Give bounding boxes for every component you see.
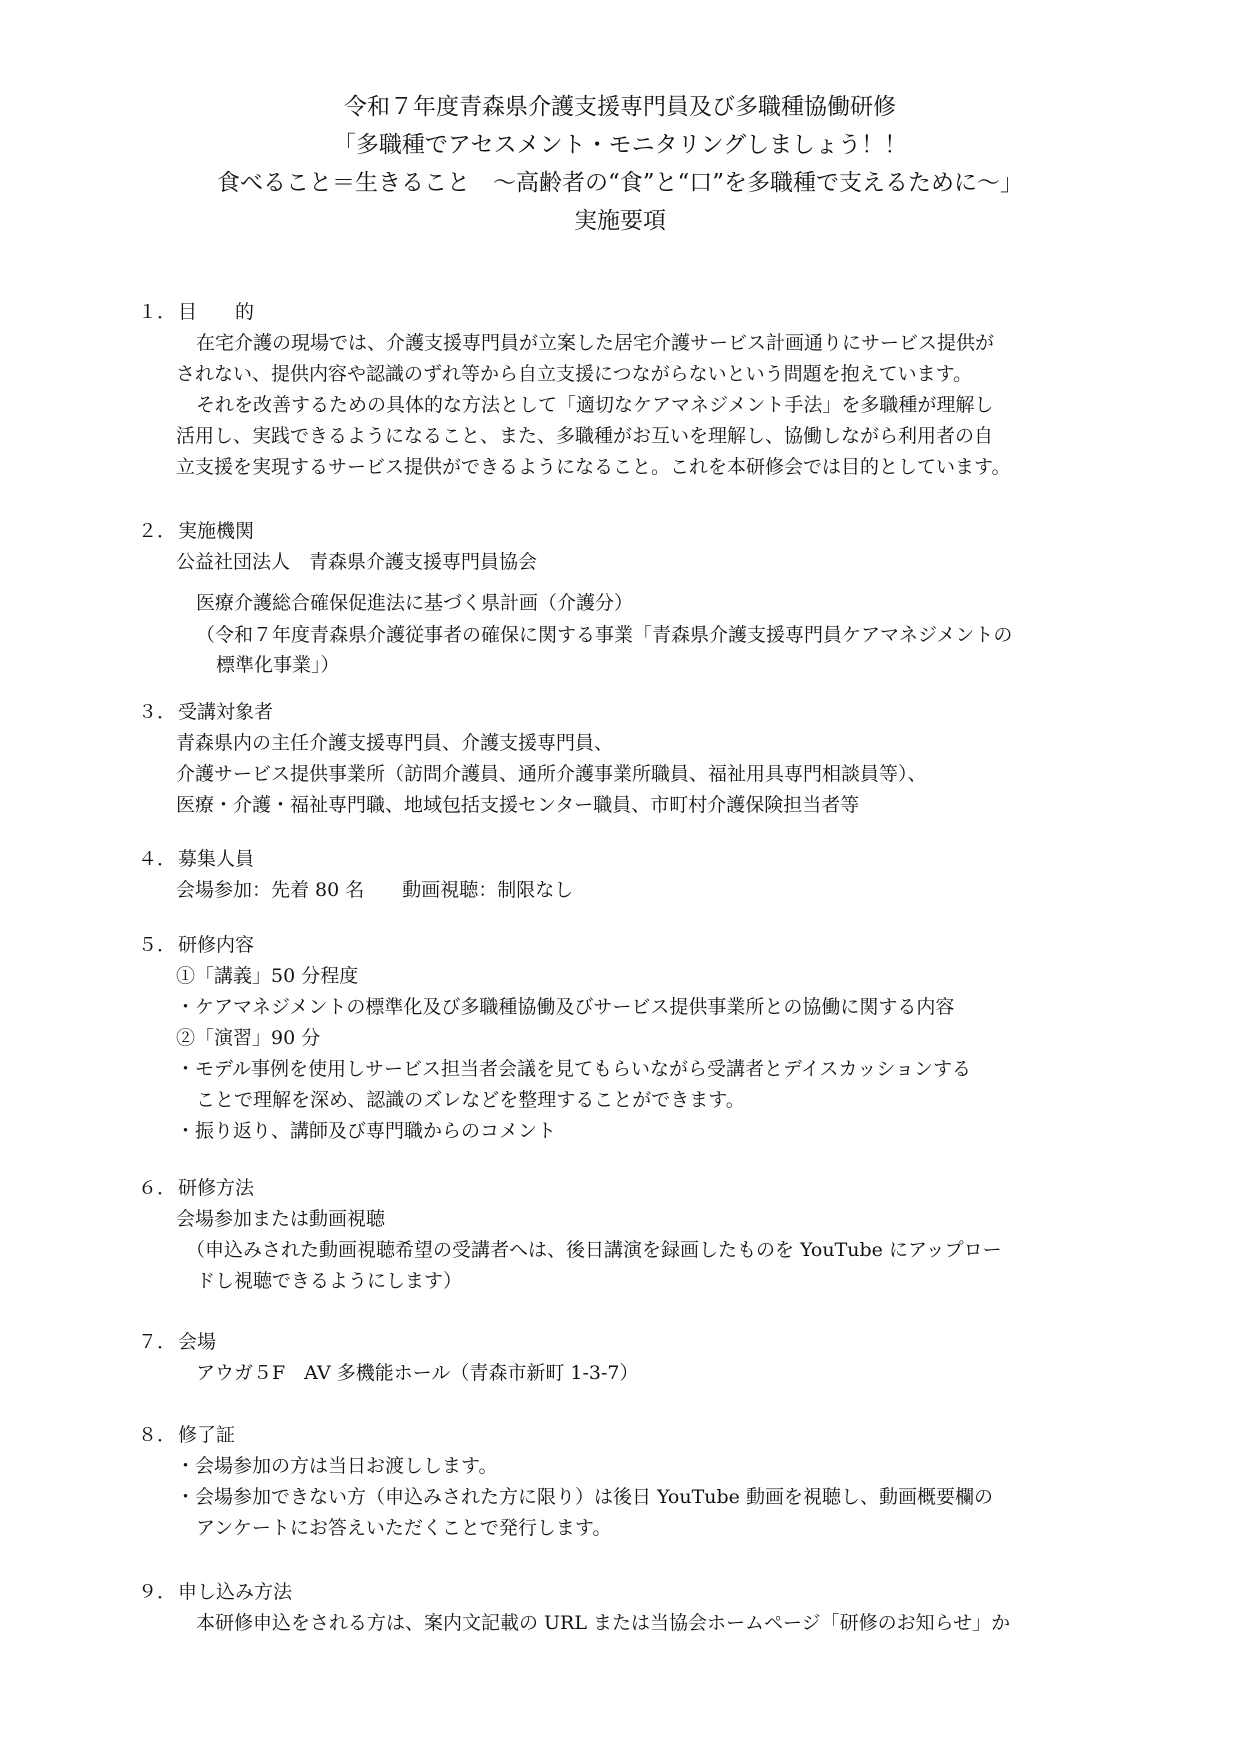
section-line: 医療介護総合確保促進法に基づく県計画（介護分） xyxy=(196,592,634,614)
section-line: 青森県内の主任介護支援専門員、介護支援専門員、 xyxy=(176,732,614,754)
section-line: 医療・介護・福祉専門職、地域包括支援センター職員、市町村介護保険担当者等 xyxy=(176,794,860,816)
section-heading: 実施機関 xyxy=(178,520,255,542)
section-line: 活用し、実践できるようになること、また、多職種がお互いを理解し、協働しながら利用者の自 xyxy=(176,425,994,447)
section-line: それを改善するための具体的な方法として「適切なケアマネジメント手法」を多職種が理解し xyxy=(196,394,994,416)
section-line: ②「演習」90 分 xyxy=(176,1027,321,1049)
section-line: ・会場参加の方は当日お渡しします。 xyxy=(176,1455,498,1477)
section-heading: 受講対象者 xyxy=(178,701,274,723)
section-heading: 会場 xyxy=(178,1331,217,1353)
section-line: アンケートにお答えいただくことで発行します。 xyxy=(196,1517,612,1539)
section-number: ６． xyxy=(138,1177,177,1199)
section-line: ・モデル事例を使用しサービス担当者会議を見てもらいながら受講者とデイスカッションする xyxy=(176,1058,971,1080)
section-heading: 研修内容 xyxy=(178,934,255,956)
section-line: 会場参加または動画視聴 xyxy=(176,1208,386,1230)
section-line: ことで理解を深め、認識のズレなどを整理することができます。 xyxy=(196,1089,745,1111)
section-line: （申込みされた動画視聴希望の受講者へは、後日講演を録画したものを YouTube にアップロー xyxy=(186,1239,1002,1261)
section-line: アウガ５F AV 多機能ホール（青森市新町 1-3-7） xyxy=(196,1362,639,1384)
section-line: されない、提供内容や認識のずれ等から自立支援につながらないという問題を抱えています。 xyxy=(176,363,973,385)
section-number: ７． xyxy=(138,1331,177,1353)
section-heading: 修了証 xyxy=(178,1424,236,1446)
section-number: ４． xyxy=(138,848,177,870)
section-number: ２． xyxy=(138,520,177,542)
document-title xyxy=(0,88,1240,240)
section-heading: 研修方法 xyxy=(178,1177,255,1199)
title-line-1: 令和７年度青森県介護支援専門員及び多職種協働研修 xyxy=(344,94,896,120)
section-number: ３． xyxy=(138,701,177,723)
section-line: 会場参加：先着 80 名 動画視聴：制限なし xyxy=(176,879,574,901)
section-number: ９． xyxy=(138,1581,177,1603)
section-line: 介護サービス提供事業所（訪問介護員、通所介護事業所職員、福祉用具専門相談員等）、 xyxy=(176,763,927,785)
section-heading: 募集人員 xyxy=(178,848,255,870)
section-line: 公益社団法人 青森県介護支援専門員協会 xyxy=(176,551,538,573)
section-line: 標準化事業」） xyxy=(216,654,340,676)
section-line: ・会場参加できない方（申込みされた方に限り）は後日 YouTube 動画を視聴し、動画概要欄の xyxy=(176,1486,993,1508)
section-line: ①「講義」50 分程度 xyxy=(176,965,359,987)
section-number: ８． xyxy=(138,1424,177,1446)
title-line-2: 「多職種でアセスメント・モニタリングしましょう！！ xyxy=(332,132,908,158)
section-line: （令和７年度青森県介護従事者の確保に関する事業「青森県介護支援専門員ケアマネジメントの xyxy=(196,624,1013,646)
section-line: 立支援を実現するサービス提供ができるようになること。これを本研修会では目的としています。 xyxy=(176,456,1011,478)
section-number: １． xyxy=(138,301,177,323)
title-line-4: 実施要項 xyxy=(574,208,666,234)
section-heading: 目 的 xyxy=(178,301,255,323)
section-line: 本研修申込をされる方は、案内文記載の URL または当協会ホームページ「研修のお知らせ」か xyxy=(196,1612,1011,1634)
section-line: ・ケアマネジメントの標準化及び多職種協働及びサービス提供事業所との協働に関する内容 xyxy=(176,996,955,1018)
title-line-3: 食べること＝生きること ～高齢者の“食”と“口”を多職種で支えるために～」 xyxy=(216,170,1024,196)
section-heading: 申し込み方法 xyxy=(178,1581,293,1603)
section-number: ５． xyxy=(138,934,177,956)
section-line: 在宅介護の現場では、介護支援専門員が立案した居宅介護サービス計画通りにサービス提供が xyxy=(196,332,995,354)
section-line: ・振り返り、講師及び専門職からのコメント xyxy=(176,1120,557,1142)
section-line: ドし視聴できるようにします） xyxy=(196,1270,463,1292)
